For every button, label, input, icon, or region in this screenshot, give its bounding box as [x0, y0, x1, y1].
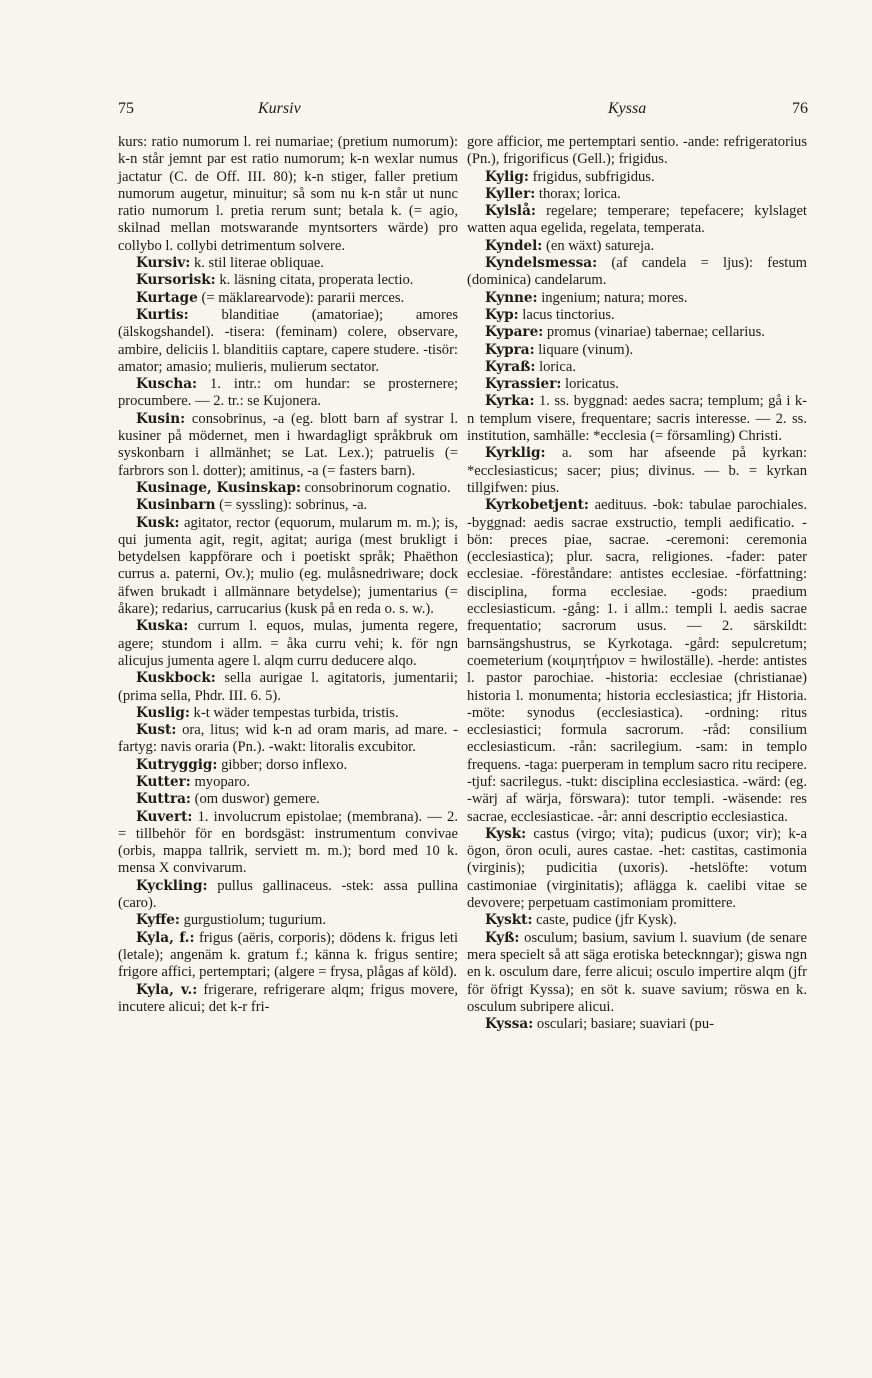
headword: Kusk: [136, 514, 180, 531]
dictionary-entry [467, 307, 807, 324]
entry-text: ora, litus; wid k-n ad oram maris, ad mare. -fartyg: navis oraria (Pn.). -wakt: litoralis excubitor. [118, 722, 458, 756]
dictionary-entry [467, 255, 807, 290]
headword: Kyrkobetjent: [485, 497, 589, 514]
headword: Kusinbarn [136, 497, 216, 514]
headword: Kyssa: [485, 1016, 534, 1033]
dictionary-entry [467, 445, 807, 497]
headword: Kuslig: [136, 704, 190, 721]
headword: Kyla, f.: [136, 929, 195, 946]
dictionary-entry [467, 169, 807, 186]
dictionary-entry [467, 238, 807, 255]
entry-text: lacus tinctorius. [518, 306, 615, 323]
entry-text: osculum; basium, savium l. suavium (de senare mera specielt så att säga erotiska betecknngar); giswa ngn en k. osculum dare, ferre alicui; osculo impertire alqm (jfr för öfrigt Kyssa); en söt k. suave savium; röswa en k. osculum subripere alicui. [467, 929, 807, 1015]
dictionary-entry [467, 203, 807, 238]
headword: Kursiv: [136, 255, 191, 272]
entry-text: k-t wäder tempestas turbida, tristis. [189, 704, 399, 721]
dictionary-entry [118, 411, 458, 480]
running-head-left: Kursiv [258, 100, 301, 117]
headword: Kyndelsmessa: [485, 255, 598, 272]
headword: Kyndel: [485, 237, 543, 254]
headword: Kyskt: [485, 912, 533, 929]
entry-text: kurs: ratio numorum l. rei numariae; (pretium numorum): k-n står jemnt par est ratio numorum; k-n wexlar numus jactatur (C. de Off. III. 80); k-n stiger, faller pretium numorum augetur, minuitur; så som nu k-n står ut nunc ratio numorum l. pretia rerum sunt; betala k. (= agio, skilnad mellan motswarande myntsorters wärde) pro collybo l. collybi detrimentum solvere. [118, 134, 458, 254]
headword: Kurtage [136, 289, 198, 306]
dictionary-entry [467, 134, 807, 169]
dictionary-entry [467, 359, 807, 376]
headword: Kutter: [136, 773, 191, 790]
headword: Kypra: [485, 341, 535, 358]
entry-text: currum l. equos, mulas, jumenta regere, agere; stundom i allm. = åka curru vehi; k. för ngn alicujus jumenta agere l. alqm curru deducere alqo. [118, 618, 458, 669]
dictionary-entry [467, 826, 807, 912]
entry-text: regelare; temperare; tepefacere; kylslaget watten aqua egelida, regelata, temperata. [467, 203, 807, 237]
entry-text: a. som har afseende på kyrkan: *ecclesiasticus; sacer; pius; divinus. — b. = kyrkan tillgifwen: pius. [467, 445, 807, 496]
running-head-right: Kyssa [608, 100, 647, 117]
headword: Kylslå: [485, 203, 536, 220]
entry-text: lorica. [535, 358, 576, 375]
dictionary-entry [118, 791, 458, 808]
dictionary-entry [118, 376, 458, 411]
headword: Kysk: [485, 825, 527, 842]
entry-text: sella aurigae l. agitatoris, jumentarii; (prima sella, Phdr. III. 6. 5). [118, 670, 458, 704]
headword: Kyckling: [136, 877, 208, 894]
entry-text: caste, pudice (jfr Kysk). [532, 912, 677, 929]
entry-text: liquare (vinum). [534, 341, 634, 358]
entry-text: agitator, rector (equorum, mularum m. m.); is, qui jumenta agit, regit, agitat; auriga (mest brukligt i betydelsen kappförare och i poetiskt språk; Phaëthon currus a. paterni, Ov.); mulio (eg. mulåsnedriware; dock äfwen brukadt i allmännare betydelse); jumentarius (= åkare); redarius, carrucarius (kusk på en reda o. s. w.). [118, 514, 458, 618]
dictionary-entry [118, 705, 458, 722]
headword: Kutryggig: [136, 756, 218, 773]
entry-text: frigus (aëris, corporis); dödens k. frigus leti (letale); angenäm k. gratum f.; känna k. frigus sentire; frigore affici, pertemptari; (algere = frysa, plågas af köld). [118, 929, 458, 981]
dictionary-entry [118, 774, 458, 791]
dictionary-entry [467, 376, 807, 393]
page-header [118, 100, 808, 124]
entry-text: consobrinus, -a (eg. blott barn af systrar l. kusiner på mödernet, men i hwardagligt språkbruk om syskonbarn i allmänhet; se Lat. Lex.); patruelis (= farbrors son l. dotter); amitinus, -a (= fasters barn). [118, 410, 458, 479]
headword: Kuttra: [136, 791, 191, 808]
entry-text: gurgustiolum; tugurium. [179, 912, 327, 929]
entry-text: frigerare, refrigerare alqm; frigus movere, incutere alicui; det k-r fri- [118, 981, 458, 1015]
headword: Kuskbock: [136, 670, 216, 687]
dictionary-entry [118, 982, 458, 1017]
dictionary-entry [467, 1016, 807, 1033]
entry-text: (= syssling): sobrinus, -a. [215, 497, 368, 514]
headword: Kyrassier: [485, 376, 562, 393]
dictionary-entry [467, 186, 807, 203]
dictionary-entry [118, 618, 458, 670]
entry-text: ingenium; natura; mores. [537, 289, 688, 306]
right-column [467, 134, 807, 1033]
headword: Kyla, v.: [136, 981, 198, 998]
headword: Kuscha: [136, 376, 198, 393]
dictionary-entry [118, 722, 458, 757]
entry-text: 1. ss. byggnad: aedes sacra; templum; gå i k-n templum visere, frequentare; sacris interesse. — 2. ss. institution, samhälle: *ecclesia (= församling) Christi. [467, 393, 807, 445]
entry-text: promus (vinariae) tabernae; cellarius. [543, 324, 765, 341]
entry-text: aedituus. -bok: tabulae parochiales. -byggnad: aedis sacrae exstructio, templi aedificatio. -bön: preces piae, sacrae. -ceremoni: ceremonia (ecclesiastica); plur. sacra, religiones. -fader: pater ecclesiae. -föreståndare: antistes ecclesiae. -författning: disciplina, forma ecclesiae. -gods: praedium ecclesiasticum. -gång: 1. i allm.: templi l. aedis sacrae frequentatio; sacrorum usus. — 2. särskildt: barnsängshustrus, se Kyrkotaga. -gård: sepulcretum; coemeterium (κοιμητήριον = hwiloställe). -herde: antistes l. pastor parochiae. -historia: ecclesiae (christianae) historia l. monumenta; historia ecclesiastica; jfr Historia. -möte: synodus (ecclesiastica). -ordning: ritus ecclesiastici; formula sacrorum. -råd: consilium ecclesiasticum. -rån: sacrilegium. -sam: in templo frequens. -taga: puerperam in templum sacro ritu recipere. -tjuf: sacrilegus. -tukt: disciplina ecclesiastica. -wärd: (eg. -wärj af wärja, förswara): tutor templi. -wäsende: res sacrae, ecclesiasticae. -år: anni descriptio ecclesiastica. [467, 497, 807, 825]
headword: Kusinage, Kusinskap: [136, 479, 302, 496]
dictionary-entry [118, 878, 458, 913]
dictionary-entry [467, 497, 807, 826]
entry-text: frigidus, subfrigidus. [528, 168, 655, 185]
dictionary-entry [467, 393, 807, 445]
entry-text: consobrinorum cognatio. [301, 479, 451, 496]
dictionary-entry [118, 670, 458, 705]
dictionary-entry [467, 324, 807, 341]
headword: Kurtis: [136, 306, 189, 323]
dictionary-entry [118, 290, 458, 307]
entry-text: k. stil literae obliquae. [190, 255, 325, 272]
entry-text: (af candela = ljus): festum (dominica) candelarum. [467, 255, 807, 289]
dictionary-entry [118, 255, 458, 272]
headword: Kuska: [136, 618, 189, 635]
headword: Kuvert: [136, 808, 193, 825]
headword: Kust: [136, 722, 177, 739]
headword: Kyrklig: [485, 445, 546, 462]
page-number-right: 76 [792, 100, 808, 117]
headword: Kyp: [485, 306, 519, 323]
entry-text: loricatus. [561, 376, 619, 393]
dictionary-entry [118, 757, 458, 774]
headword: Kyraß: [485, 358, 536, 375]
headword: Kynne: [485, 289, 538, 306]
headword: Kyrka: [485, 393, 535, 410]
entry-text: gore afficior, me pertemptari sentio. -ande: refrigeratorius (Pn.), frigorificus (Gell.); frigidus. [467, 134, 807, 168]
entry-text: (= mäklarearvode): pararii merces. [197, 289, 405, 306]
dictionary-entry [467, 930, 807, 1016]
entry-text: osculari; basiare; suaviari (pu- [533, 1016, 714, 1033]
headword: Kypare: [485, 324, 544, 341]
entry-text: castus (virgo; vita); pudicus (uxor; vir); k-a ögon, öron oculi, aures castae. -het: castitas, castimonia (virginis); pudicitia (uxoris). -hetslöfte: votum castimoniae (virginitatis); aflägga k. caelibi vitae se devovere; perpetuam castimoniam promittere. [467, 825, 807, 912]
entry-text: pullus gallinaceus. -stek: assa pullina (caro). [118, 877, 458, 912]
headword: Kyß: [485, 929, 520, 946]
headword: Kyffe: [136, 912, 180, 929]
dictionary-entry [118, 809, 458, 878]
headword: Kyller: [485, 185, 536, 202]
dictionary-entry [118, 272, 458, 289]
dictionary-entry [118, 480, 458, 497]
dictionary-entry [118, 515, 458, 619]
entry-text: (en wäxt) satureja. [542, 237, 655, 254]
left-column [118, 134, 458, 1016]
dictionary-entry [118, 912, 458, 929]
entry-text: blanditiae (amatoriae); amores (älskogshandel). -tisera: (feminam) colere, observare, ambire, deliciis l. blanditiis captare, capere studere. -tisör: amator; amasio; mulieris, mulierum sectator. [118, 306, 458, 375]
headword: Kylig: [485, 168, 529, 185]
dictionary-entry [467, 912, 807, 929]
dictionary-entry [118, 930, 458, 982]
entry-text: thorax; lorica. [535, 185, 621, 202]
dictionary-entry [467, 290, 807, 307]
dictionary-entry [118, 134, 458, 255]
headword: Kusin: [136, 410, 186, 427]
dictionary-entry [467, 342, 807, 359]
page-number-left: 75 [118, 100, 134, 117]
entry-text: (om duswor) gemere. [190, 791, 320, 808]
dictionary-entry [118, 307, 458, 376]
entry-text: k. läsning citata, properata lectio. [215, 272, 414, 289]
entry-text: 1. intr.: om hundar: se prosternere; procumbere. — 2. tr.: se Kujonera. [118, 376, 458, 410]
entry-text: gibber; dorso inflexo. [217, 756, 348, 773]
headword: Kursorisk: [136, 272, 216, 289]
entry-text: 1. involucrum epistolae; (membrana). — 2. = tillbehör för en bordsgäst: instrumentum convivae (orbis, mappa tallrik, serviett m. m.); bord med 10 k. mensa X convivarum. [118, 808, 458, 877]
dictionary-entry [118, 497, 458, 514]
entry-text: myoparo. [190, 773, 250, 790]
